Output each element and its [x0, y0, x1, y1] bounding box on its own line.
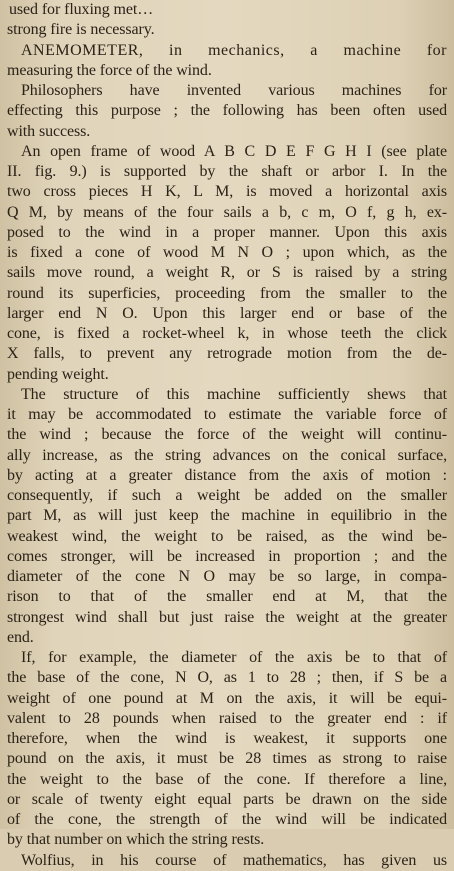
text-line: The structure of this machine sufficiently shews that	[21, 385, 447, 403]
text-line: therefore, when the wind is weakest, it supports one	[7, 730, 447, 747]
text-line: end.	[7, 628, 34, 646]
text-line: If, for example, the diameter of the axis be to that of	[21, 649, 447, 666]
text-line: it may be accommodated to estimate the variable force of	[7, 406, 447, 423]
text-line: Q M, by means of the four sails a b, c m, O f, g h, ex-	[7, 203, 447, 221]
text-line: measuring the force of the wind.	[7, 61, 212, 79]
text-line: pound on the axis, it must be 28 times as strong to raise	[7, 750, 447, 768]
text-line: ally increase, as the string advances on the conical surface,	[7, 446, 447, 464]
text-line: diameter of the cone N O may be so large, in compa-	[7, 568, 447, 585]
text-line: of the cone, the strength of the wind will be indicated	[7, 811, 447, 828]
text-line: by acting at a greater distance from the axis of motion :	[7, 466, 447, 484]
text-line: comes stronger, will be increased in proportion ; and the	[7, 547, 447, 565]
text-line: is fixed a cone of wood M N O ; upon which, as the	[7, 244, 447, 261]
text-line: the weight to the base of the cone. If therefore a line,	[7, 770, 447, 788]
text-line: strongest wind shall but just raise the weight at the greater	[7, 608, 447, 626]
entry-heading-line: ANEMOMETER, in mechanics, a machine for	[21, 41, 447, 59]
text-line: two cross pieces H K, L M, is moved a horizontal axis	[7, 183, 447, 201]
text-line: rison to that of the smaller end at M, that the	[7, 588, 447, 606]
page-text	[7, 0, 447, 871]
text-line: II. fig. 9.) is supported by the shaft or arbor I. In the	[7, 163, 447, 180]
text-line: pending weight.	[7, 365, 109, 383]
text-line: by that number on which the string rests.	[7, 831, 265, 849]
text-line: part M, as will just keep the machine in equilibrio in the	[7, 507, 447, 525]
text-line: X falls, to prevent any retrograde motion from the de-	[7, 345, 447, 363]
text-line: Philosophers have invented various machines for	[21, 82, 447, 99]
text-line: An open frame of wood A B C D E F G H I (see plate	[21, 142, 447, 160]
text-line: consequently, if such a weight be added on the smaller	[7, 487, 447, 504]
text-line: round its superficies, proceeding from the smaller to the	[7, 284, 447, 302]
text-line: used for fluxing met…	[9, 1, 154, 18]
text-line: Wolfius, in his course of mathematics, has given us	[21, 851, 447, 869]
text-line: the wind ; because the force of the weight will continu-	[7, 426, 447, 444]
text-line: larger end N O. Upon this larger end or base of the	[7, 304, 447, 322]
text-line: valent to 28 pounds when raised to the greater end : if	[7, 709, 447, 727]
text-line: the base of the cone, N O, as 1 to 28 ; then, if S be a	[7, 669, 447, 687]
text-line: effecting this purpose ; the following has been often used	[7, 102, 447, 120]
text-line: with success.	[7, 122, 91, 140]
text-line: strong fire is necessary.	[7, 21, 155, 39]
text-line: weakest wind, the weight to be raised, as the wind be-	[7, 527, 447, 545]
text-line: cone, is fixed a rocket-wheel k, in whose teeth the click	[7, 325, 447, 342]
text-line: sails move round, a weight R, or S is raised by a string	[7, 264, 447, 282]
text-line: weight of one pound at M on the axis, it will be equi-	[7, 689, 447, 707]
text-line: or scale of twenty eight equal parts be drawn on the side	[7, 790, 447, 808]
text-line: posed to the wind in a proper manner. Upon this axis	[7, 223, 447, 241]
